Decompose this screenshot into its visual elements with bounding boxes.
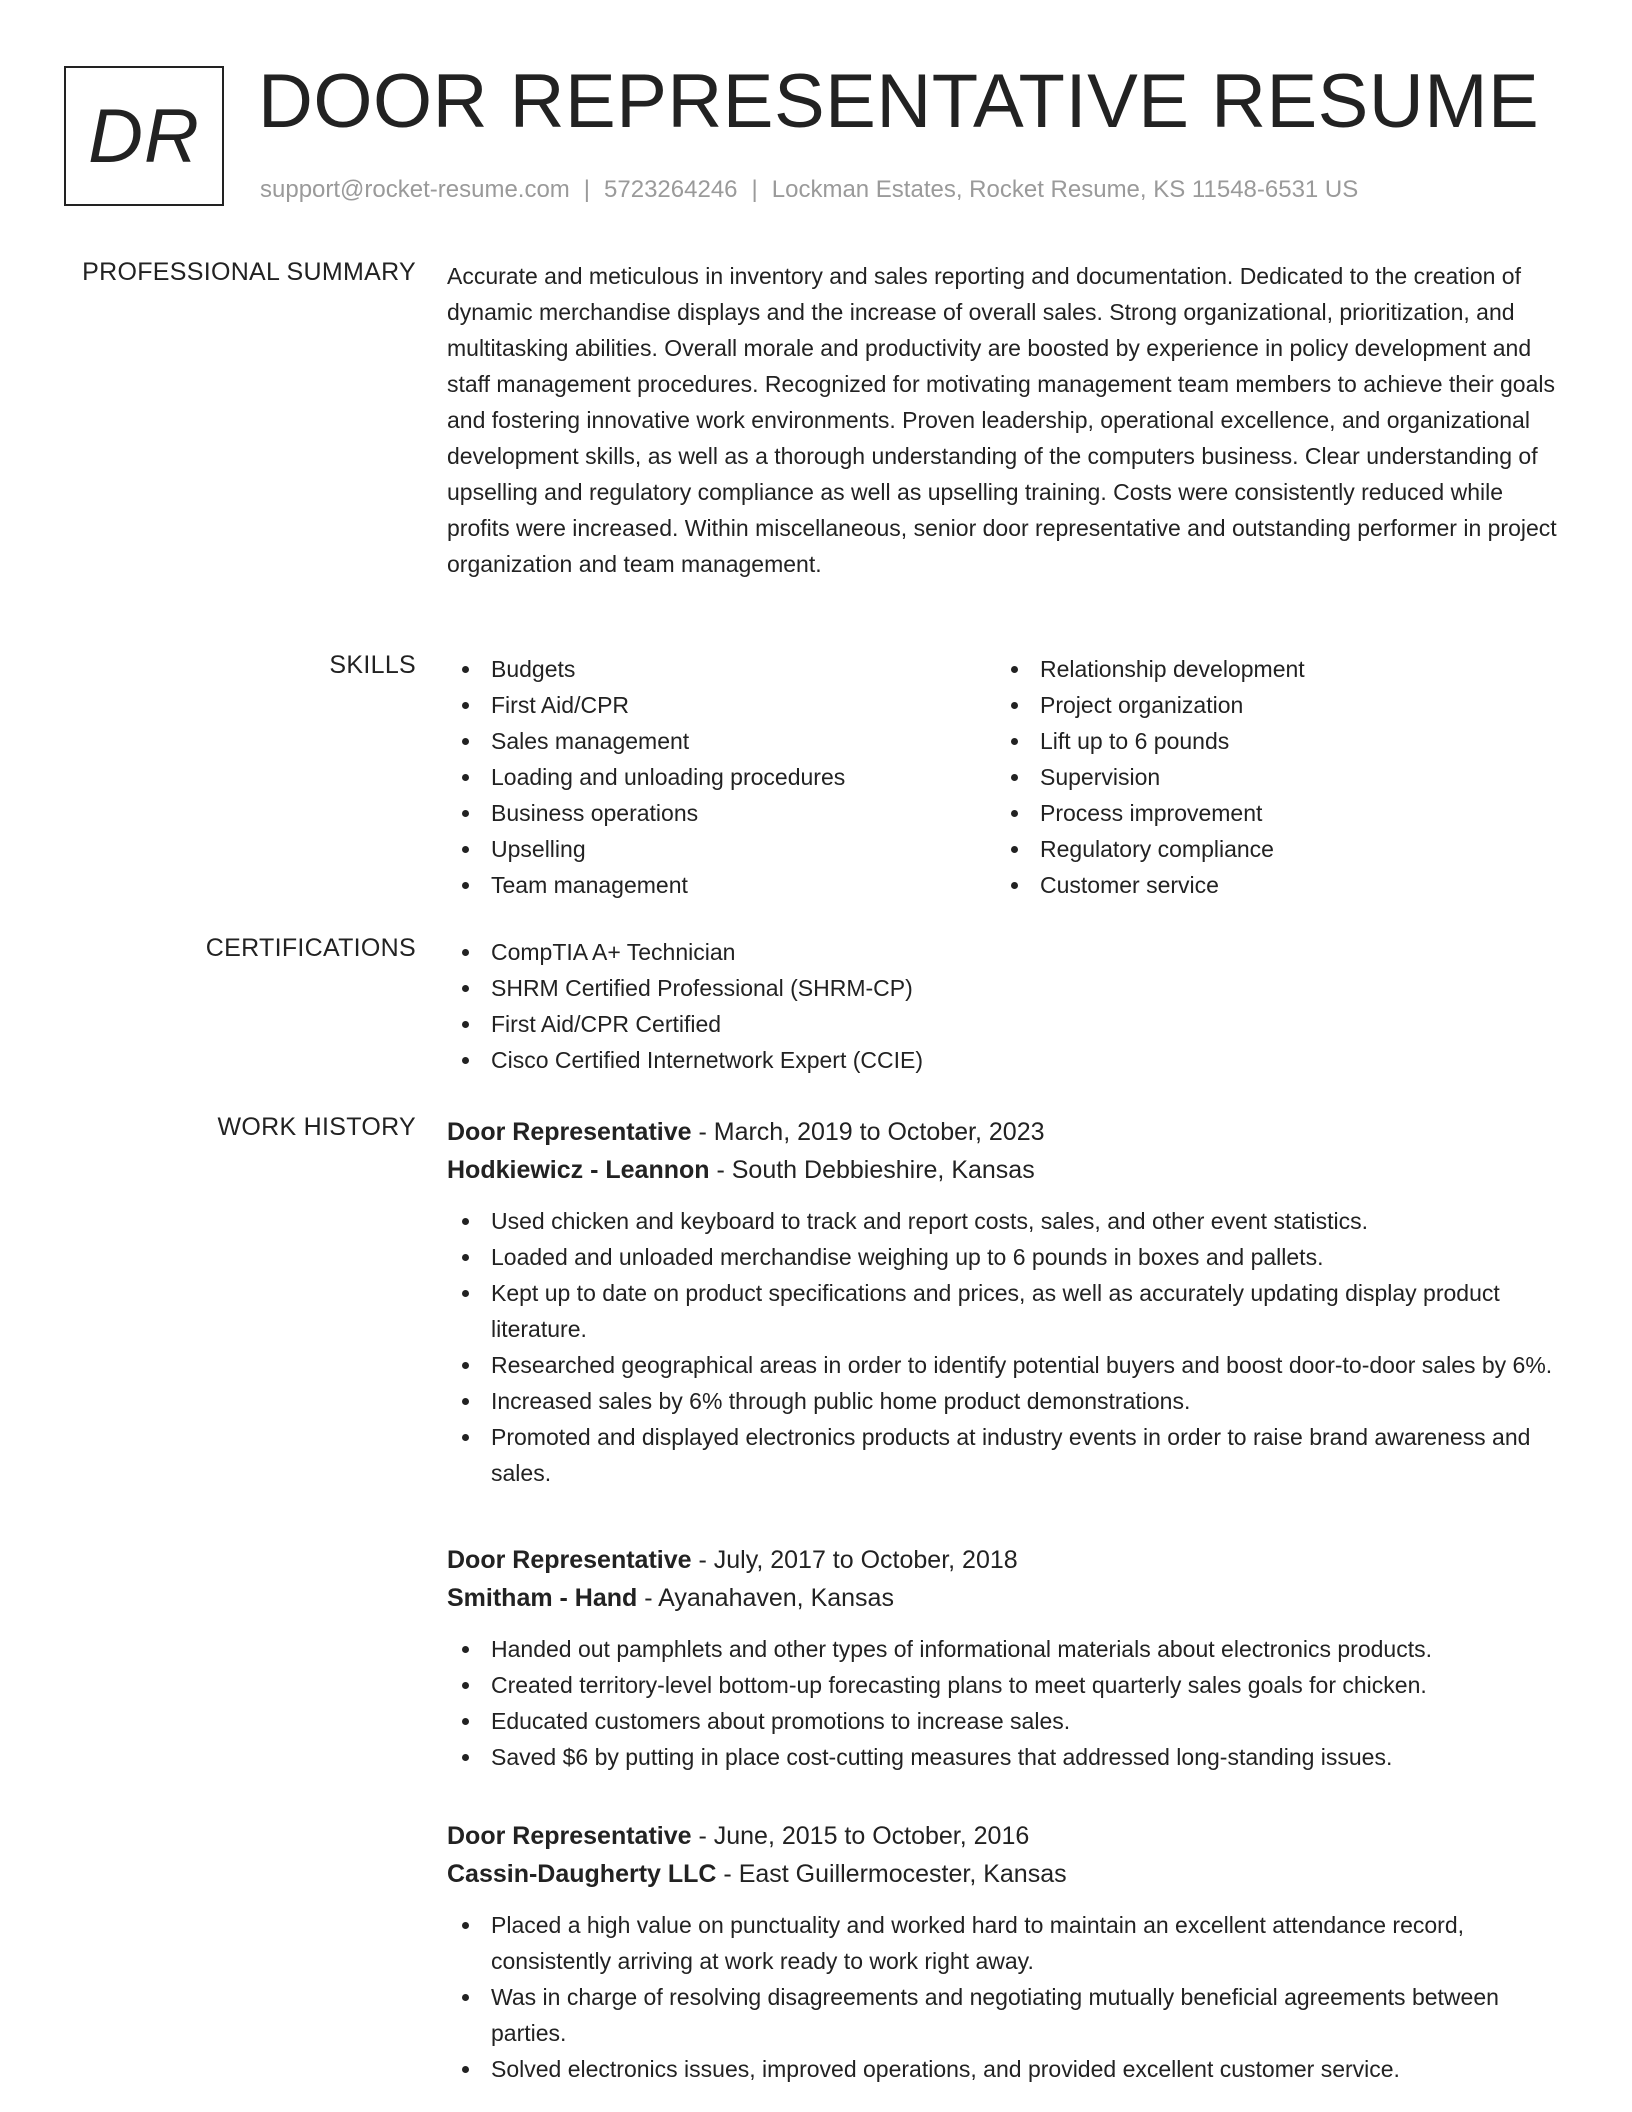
job-dates: - March, 2019 to October, 2023 [691, 1118, 1045, 1146]
skill-item: Budgets [447, 651, 996, 687]
job-duties-list [447, 1907, 1567, 2087]
certification-item: Cisco Certified Internetwork Expert (CCIE) [447, 1042, 1567, 1078]
work-history-body [447, 1113, 1567, 2087]
skill-item: Team management [447, 867, 996, 903]
job-title-line [447, 1817, 1567, 1855]
skills-body [447, 651, 1567, 903]
job-entry [447, 1113, 1567, 1491]
job-duty-item: Loaded and unloaded merchandise weighing up to 6 pounds in boxes and pallets. [447, 1239, 1567, 1275]
certification-item: SHRM Certified Professional (SHRM-CP) [447, 970, 1567, 1006]
summary-heading: PROFESSIONAL SUMMARY [82, 258, 416, 286]
job-location: - Ayanahaven, Kansas [637, 1584, 894, 1612]
job-duty-item: Increased sales by 6% through public home product demonstrations. [447, 1383, 1567, 1419]
skill-item: Sales management [447, 723, 996, 759]
job-company-line [447, 1855, 1567, 1893]
skill-item: Upselling [447, 831, 996, 867]
skill-item: Customer service [996, 867, 1545, 903]
job-company: Hodkiewicz - Leannon [447, 1156, 710, 1184]
skill-item: First Aid/CPR [447, 687, 996, 723]
job-title-line [447, 1541, 1567, 1579]
job-dates: - July, 2017 to October, 2018 [691, 1546, 1018, 1574]
summary-text: Accurate and meticulous in inventory and sales reporting and documentation. Dedicated to the creation of dynamic merchandise displays and the increase of overall sales. Strong organizational, prioritization, and multitasking abilities. Overall morale and productivity are boosted by experience in policy development and staff management procedures. Recognized for motivating management team members to achieve their goals and fostering innovative work environments. Proven leadership, operational excellence, and organizational development skills, as well as a thorough understanding of the computers business. Clear understanding of upselling and regulatory compliance as well as upselling training. Costs were consistently reduced while profits were increased. Within miscellaneous, senior door representative and outstanding performer in project organization and team management. [447, 263, 1557, 577]
contact-address: Lockman Estates, Rocket Resume, KS 11548-6531 US [771, 176, 1359, 203]
skill-item: Supervision [996, 759, 1545, 795]
skill-item: Relationship development [996, 651, 1545, 687]
job-title: Door Representative [447, 1118, 692, 1146]
certifications-body [447, 934, 1567, 1078]
work-history-heading: WORK HISTORY [217, 1113, 416, 1141]
job-title-line [447, 1113, 1567, 1151]
contact-phone[interactable]: 5723264246 [604, 176, 738, 203]
skill-item: Regulatory compliance [996, 831, 1545, 867]
skill-item: Loading and unloading procedures [447, 759, 996, 795]
job-location: - East Guillermocester, Kansas [716, 1860, 1067, 1888]
monogram-box [64, 66, 224, 206]
contact-email[interactable]: support@rocket-resume.com [260, 176, 570, 203]
job-company-line [447, 1579, 1567, 1617]
job-title: Door Representative [447, 1822, 692, 1850]
skill-item: Lift up to 6 pounds [996, 723, 1545, 759]
contact-line [260, 176, 1358, 204]
certification-item: First Aid/CPR Certified [447, 1006, 1567, 1042]
job-duty-item: Kept up to date on product specifications and prices, as well as accurately updating display product literature. [447, 1275, 1567, 1347]
certification-item: CompTIA A+ Technician [447, 934, 1567, 970]
job-duty-item: Solved electronics issues, improved operations, and provided excellent customer service. [447, 2051, 1567, 2087]
job-location: - South Debbieshire, Kansas [709, 1156, 1035, 1184]
certifications-list [447, 934, 1567, 1078]
summary-body [447, 258, 1567, 582]
job-title: Door Representative [447, 1546, 692, 1574]
job-duties-list [447, 1631, 1567, 1775]
job-duty-item: Handed out pamphlets and other types of informational materials about electronics products. [447, 1631, 1567, 1667]
job-company-line [447, 1151, 1567, 1189]
job-entry [447, 1817, 1567, 2087]
job-duty-item: Created territory-level bottom-up forecasting plans to meet quarterly sales goals for chicken. [447, 1667, 1567, 1703]
job-company: Smitham - Hand [447, 1584, 638, 1612]
skill-item: Business operations [447, 795, 996, 831]
skill-item: Process improvement [996, 795, 1545, 831]
skills-list-right [996, 651, 1545, 903]
certifications-heading: CERTIFICATIONS [205, 934, 416, 962]
job-duty-item: Promoted and displayed electronics products at industry events in order to raise brand awareness and sales. [447, 1419, 1567, 1491]
contact-separator: | [751, 176, 758, 203]
job-duty-item: Placed a high value on punctuality and worked hard to maintain an excellent attendance record, consistently arriving at work ready to work right away. [447, 1907, 1567, 1979]
job-duty-item: Researched geographical areas in order to identify potential buyers and boost door-to-door sales by 6%. [447, 1347, 1567, 1383]
job-duty-item: Used chicken and keyboard to track and report costs, sales, and other event statistics. [447, 1203, 1567, 1239]
job-company: Cassin-Daugherty LLC [447, 1860, 717, 1888]
job-duty-item: Educated customers about promotions to increase sales. [447, 1703, 1567, 1739]
job-duties-list [447, 1203, 1567, 1491]
job-duty-item: Saved $6 by putting in place cost-cutting measures that addressed long-standing issues. [447, 1739, 1567, 1775]
skills-list-left [447, 651, 996, 903]
job-dates: - June, 2015 to October, 2016 [691, 1822, 1030, 1850]
skills-heading: SKILLS [329, 651, 416, 679]
skill-item: Project organization [996, 687, 1545, 723]
job-entry [447, 1541, 1567, 1775]
job-duty-item: Was in charge of resolving disagreements and negotiating mutually beneficial agreements between parties. [447, 1979, 1567, 2051]
contact-separator: | [583, 176, 591, 203]
resume-title: DOOR REPRESENTATIVE RESUME [258, 59, 1540, 144]
monogram-initials: DR [88, 93, 200, 179]
